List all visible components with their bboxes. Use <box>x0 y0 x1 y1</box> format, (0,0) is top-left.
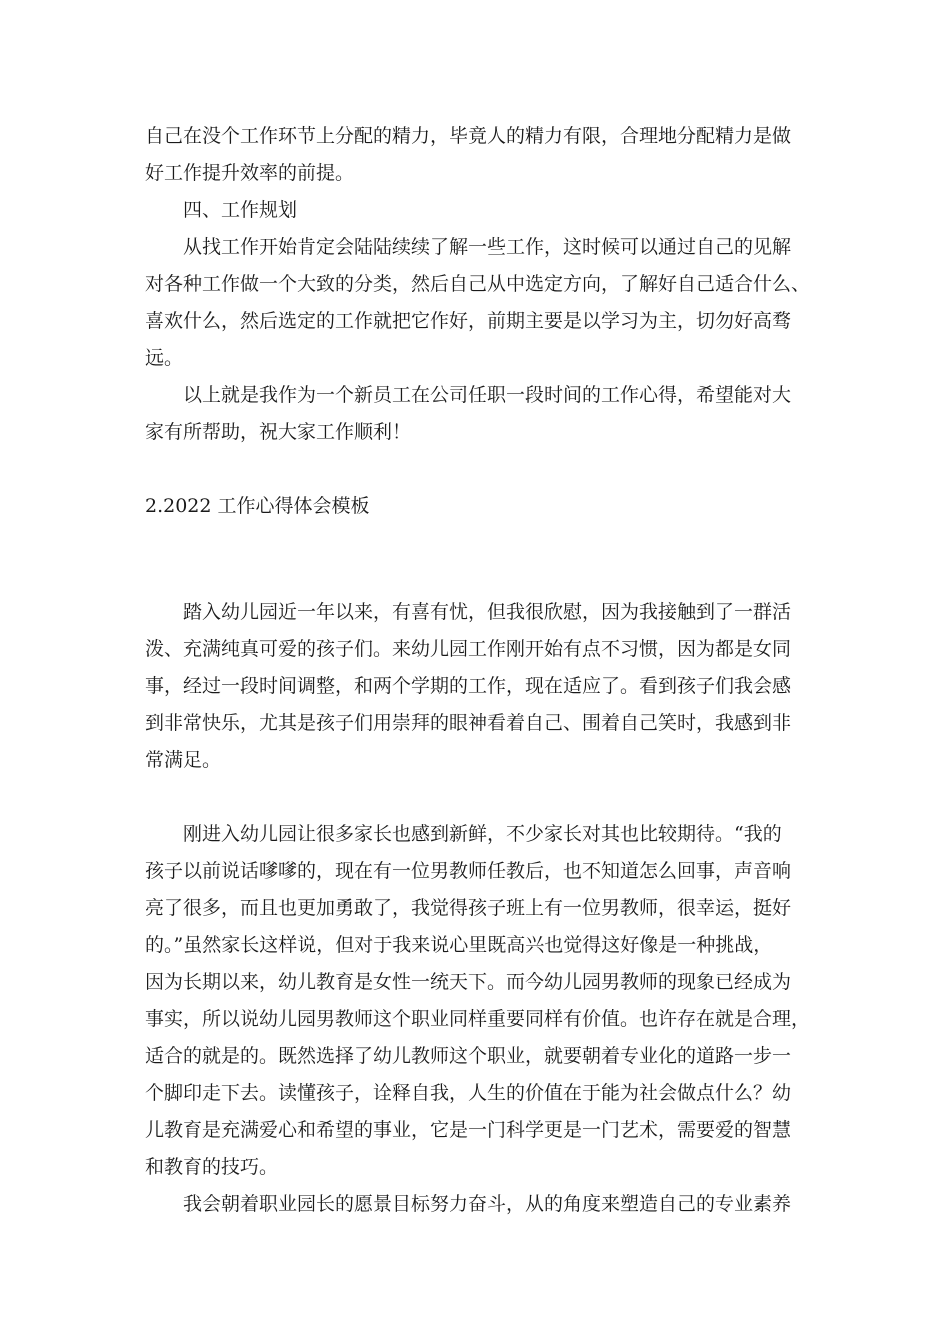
text-line: 自己在没个工作环节上分配的精力，毕竟人的精力有限，合理地分配精力是做 <box>145 125 792 147</box>
paragraph-male-teacher <box>145 816 815 1186</box>
text-line: 适合的就是的。既然选择了幼儿教师这个职业，就要朝着专业化的道路一步一 <box>145 1045 792 1067</box>
text-line: 个脚印走下去。读懂孩子，诠释自我，人生的价值在于能为社会做点什么？幼 <box>145 1082 792 1104</box>
text-line: 以上就是我作为一个新员工在公司任职一段时间的工作心得，希望能对大 <box>183 384 792 406</box>
paragraph-work-planning <box>145 229 815 377</box>
text-line: 从找工作开始肯定会陆陆续续了解一些工作，这时候可以通过自己的见解 <box>183 236 792 258</box>
text-line: 我会朝着职业园长的愿景目标努力奋斗，从的角度来塑造自己的专业素养 <box>183 1193 792 1215</box>
text-line: 远。 <box>145 347 184 369</box>
paragraph-conclusion <box>145 377 815 451</box>
text-line: 的。”虽然家长这样说，但对于我来说心里既高兴也觉得这好像是一种挑战， <box>145 934 773 956</box>
text-line: 因为长期以来，幼儿教育是女性一统天下。而今幼儿园男教师的现象已经成为 <box>145 971 792 993</box>
text-line: 泼、充满纯真可爱的孩子们。来幼儿园工作刚开始有点不习惯，因为都是女同 <box>145 638 792 660</box>
text-line: 对各种工作做一个大致的分类，然后自己从中选定方向，了解好自己适合什么、 <box>145 273 811 295</box>
text-line: 喜欢什么，然后选定的工作就把它作好，前期主要是以学习为主，切勿好高骛 <box>145 310 792 332</box>
text-line: 刚进入幼儿园让很多家长也感到新鲜，不少家长对其也比较期待。“我的 <box>183 823 782 845</box>
paragraph-kindergarten-intro <box>145 594 815 779</box>
text-line: 和教育的技巧。 <box>145 1156 279 1178</box>
paragraph-goals <box>145 1186 815 1223</box>
paragraph-effort-allocation <box>145 118 815 192</box>
article-title: 2.2022 工作心得体会模板 <box>145 495 370 517</box>
text-line: 儿教育是充满爱心和希望的事业，它是一门科学更是一门艺术，需要爱的智慧 <box>145 1119 792 1141</box>
text-line: 好工作提升效率的前提。 <box>145 162 355 184</box>
text-line: 事实，所以说幼儿园男教师这个职业同样重要同样有价值。也许存在就是合理， <box>145 1008 811 1030</box>
text-line: 家有所帮助，祝大家工作顺利！ <box>145 421 412 443</box>
text-line: 亮了很多，而且也更加勇敢了，我觉得孩子班上有一位男教师，很幸运，挺好 <box>145 897 792 919</box>
text-line: 常满足。 <box>145 749 222 771</box>
text-line: 踏入幼儿园近一年以来，有喜有忧，但我很欣慰，因为我接触到了一群活 <box>183 601 792 623</box>
section-heading: 四、工作规划 <box>183 199 298 221</box>
text-line: 到非常快乐，尤其是孩子们用崇拜的眼神看着自己、围着自己笑时，我感到非 <box>145 712 792 734</box>
text-line: 孩子以前说话嗲嗲的，现在有一位男教师任教后，也不知道怎么回事，声音响 <box>145 860 792 882</box>
text-line: 事，经过一段时间调整，和两个学期的工作，现在适应了。看到孩子们我会感 <box>145 675 792 697</box>
